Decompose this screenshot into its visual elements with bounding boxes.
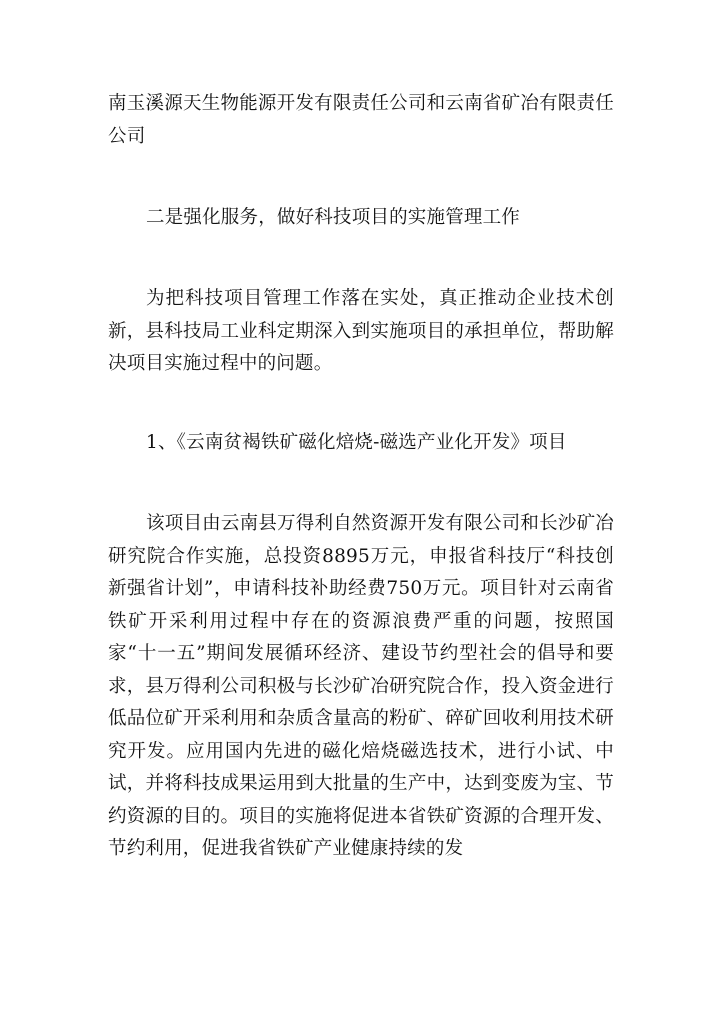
project-item-title: 1、《云南贫褐铁矿磁化焙烧-磁选产业化开发》项目 — [146, 432, 567, 453]
paragraph-company-names: 南玉溪源天生物能源开发有限责任公司和云南省矿冶有限责任公司 — [108, 93, 614, 147]
section-heading-strengthen-service: 二是强化服务，做好科技项目的实施管理工作 — [146, 207, 521, 228]
paragraph-project-management: 为把科技项目管理工作落在实处，真正推动企业技术创新，县科技局工业科定期深入到实施项目的承担单位，帮助解决项目实施过程中的问题。 — [108, 288, 614, 374]
paragraph-project-description: 该项目由云南县万得利自然资源开发有限公司和长沙矿冶研究院合作实施，总投资8895万元，申报省科技厅“科技创新强省计划”，申请科技补助经费750万元。项目针对云南省铁矿开采利用过程中存在的资源浪费严重的问题，按照国家“十一五”期间发展循环经济、建设节约型社会的倡导和要求，县万得利公司积极与长沙矿冶研究院合作，投入资金进行低品位矿开采利用和杂质含量高的粉矿、碎矿回收利用技术研究开发。应用国内先进的磁化焙烧磁选技术，进行小试、中试，并将科技成果运用到大批量的生产中，达到变废为宝、节约资源的目的。项目的实施将促进本省铁矿资源的合理开发、节约利用，促进我省铁矿产业健康持续的发 — [108, 513, 614, 859]
